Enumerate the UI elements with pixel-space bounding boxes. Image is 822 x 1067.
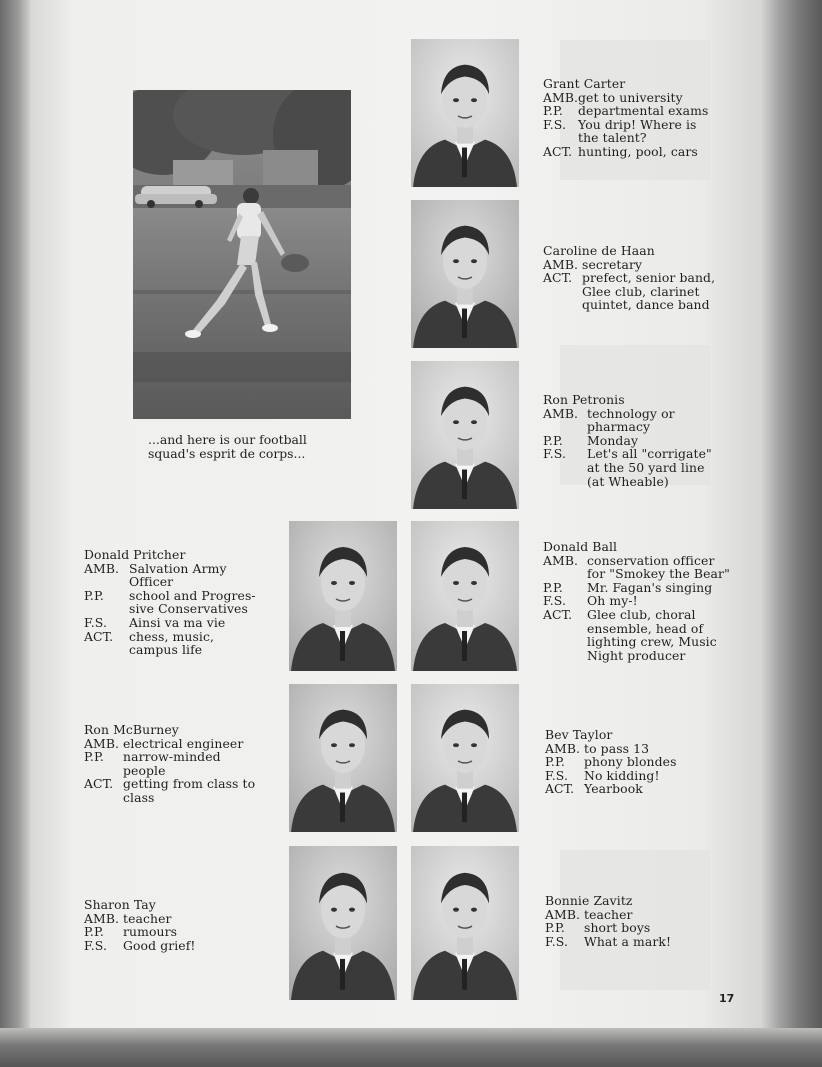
- field-label: AMB.: [84, 910, 120, 926]
- field-value: getting from class to class: [123, 776, 256, 805]
- field-label: ACT.: [84, 776, 114, 792]
- entry-caroline-de-haan: [543, 244, 715, 312]
- entry-field: [545, 769, 677, 783]
- student-name: Caroline de Haan: [543, 243, 655, 258]
- field-value: phony blondes: [584, 754, 677, 770]
- field-label: AMB.: [543, 405, 579, 421]
- entry-field: [543, 581, 730, 595]
- entry-field: [543, 91, 708, 105]
- entry-field: [545, 921, 671, 935]
- book-binding-shadow: [760, 0, 822, 1067]
- football-photo: [133, 90, 351, 419]
- field-value: prefect, senior band, Glee club, clarinet quintet, dance band: [582, 270, 716, 313]
- field-value: to pass 13: [584, 740, 650, 756]
- portrait-donald-ball: [411, 521, 519, 671]
- field-value: school and Progres- sive Conservatives: [129, 587, 256, 617]
- field-label: P.P.: [545, 920, 565, 936]
- field-value: No kidding!: [584, 767, 660, 783]
- field-label: AMB.: [545, 740, 581, 756]
- field-value: You drip! Where is the talent?: [578, 116, 697, 146]
- field-label: ACT.: [543, 143, 573, 159]
- field-label: F.S.: [84, 937, 107, 953]
- entry-grant-carter: [543, 77, 708, 159]
- field-value: Let's all "corrigate" at the 50 yard line (at Wheable): [587, 446, 712, 489]
- portrait-donald-pritcher: [289, 521, 397, 671]
- field-value: Salvation Army Officer: [129, 560, 227, 590]
- field-label: F.S.: [84, 614, 107, 630]
- entry-field: [545, 782, 677, 796]
- field-value: get to university: [578, 89, 683, 105]
- left-page-edge: [0, 0, 30, 1067]
- field-value: chess, music, campus life: [129, 628, 215, 658]
- portrait-sharon-tay: [289, 846, 397, 1000]
- portrait-ron-petronis: [411, 361, 519, 509]
- field-value: secretary: [582, 256, 643, 272]
- field-label: AMB.: [84, 560, 120, 576]
- field-label: AMB.: [543, 552, 579, 568]
- student-name: Ron McBurney: [84, 722, 179, 737]
- field-label: ACT.: [543, 606, 573, 622]
- student-name: Sharon Tay: [84, 897, 156, 912]
- field-label: F.S.: [543, 446, 566, 462]
- entry-field: [543, 271, 715, 312]
- entry-donald-pritcher: [84, 548, 256, 657]
- entry-field: [84, 630, 256, 657]
- field-value: Glee club, choral ensemble, head of lighting crew, Music Night producer: [587, 606, 717, 663]
- field-label: P.P.: [543, 579, 563, 595]
- field-value: Ainsi va ma vie: [129, 614, 226, 630]
- field-value: narrow-minded people: [123, 749, 221, 778]
- field-value: electrical engineer: [123, 735, 244, 751]
- entry-field: [545, 908, 671, 922]
- entry-sharon-tay: [84, 898, 196, 952]
- field-value: teacher: [123, 910, 172, 926]
- entry-bev-taylor: [545, 728, 677, 796]
- portrait-caroline-de-haan: [411, 200, 519, 348]
- entry-field: [543, 407, 712, 434]
- field-value: Mr. Fagan's singing: [587, 579, 713, 595]
- entry-ron-petronis: [543, 393, 712, 488]
- field-label: ACT.: [545, 781, 575, 797]
- entry-field: [84, 750, 255, 777]
- portrait-bev-taylor: [411, 684, 519, 832]
- field-label: P.P.: [543, 432, 563, 448]
- entry-field: [545, 755, 677, 769]
- student-name: Ron Petronis: [543, 392, 625, 407]
- portrait-bonnie-zavitz: [411, 846, 519, 1000]
- entry-field: [84, 589, 256, 616]
- entry-field: [84, 562, 256, 589]
- field-label: P.P.: [84, 749, 104, 765]
- field-label: F.S.: [545, 933, 568, 949]
- student-name: Donald Pritcher: [84, 547, 186, 562]
- field-value: hunting, pool, cars: [578, 143, 698, 159]
- field-label: P.P.: [84, 924, 104, 940]
- field-value: teacher: [584, 906, 633, 922]
- field-label: ACT.: [543, 270, 573, 286]
- entry-field: [84, 912, 196, 926]
- field-value: rumours: [123, 924, 178, 940]
- student-name: Grant Carter: [543, 76, 626, 91]
- entry-donald-ball: [543, 540, 730, 662]
- student-name: Bonnie Zavitz: [545, 893, 633, 908]
- entry-field: [84, 737, 255, 751]
- field-value: What a mark!: [584, 933, 672, 949]
- field-label: AMB.: [543, 256, 579, 272]
- field-value: Oh my-!: [587, 593, 638, 609]
- bottom-page-edge: [0, 1028, 822, 1067]
- entry-field: [543, 434, 712, 448]
- field-value: Yearbook: [584, 781, 643, 797]
- student-name: Donald Ball: [543, 539, 618, 554]
- field-value: Good grief!: [123, 937, 196, 953]
- entry-field: [84, 925, 196, 939]
- field-label: F.S.: [543, 116, 566, 132]
- entry-field: [545, 935, 671, 949]
- entry-field: [543, 554, 730, 581]
- field-value: technology or pharmacy: [587, 405, 675, 435]
- field-label: P.P.: [543, 103, 563, 119]
- field-value: Monday: [587, 432, 639, 448]
- entry-ron-mcburney: [84, 723, 255, 805]
- field-label: F.S.: [545, 767, 568, 783]
- field-value: conservation officer for "Smokey the Bear": [587, 552, 730, 582]
- field-label: AMB.: [84, 735, 120, 751]
- entry-field: [543, 608, 730, 662]
- photo-caption: ...and here is our football squad's esprit de corps...: [148, 432, 307, 461]
- entry-field: [84, 616, 256, 630]
- portrait-grant-carter: [411, 39, 519, 187]
- entry-field: [84, 777, 255, 804]
- entry-field: [543, 118, 708, 145]
- entry-field: [543, 594, 730, 608]
- entry-bonnie-zavitz: [545, 894, 671, 948]
- entry-field: [543, 258, 715, 272]
- entry-field: [84, 939, 196, 953]
- field-value: short boys: [584, 920, 651, 936]
- field-value: departmental exams: [578, 103, 709, 119]
- student-name: Bev Taylor: [545, 727, 613, 742]
- field-label: F.S.: [543, 593, 566, 609]
- entry-field: [543, 447, 712, 488]
- page-number: 17: [719, 992, 735, 1005]
- field-label: ACT.: [84, 628, 114, 644]
- entry-field: [543, 104, 708, 118]
- field-label: AMB.: [545, 906, 581, 922]
- field-label: AMB.: [543, 89, 579, 105]
- entry-field: [543, 145, 708, 159]
- field-label: P.P.: [84, 587, 104, 603]
- field-label: P.P.: [545, 754, 565, 770]
- portrait-ron-mcburney: [289, 684, 397, 832]
- entry-field: [545, 742, 677, 756]
